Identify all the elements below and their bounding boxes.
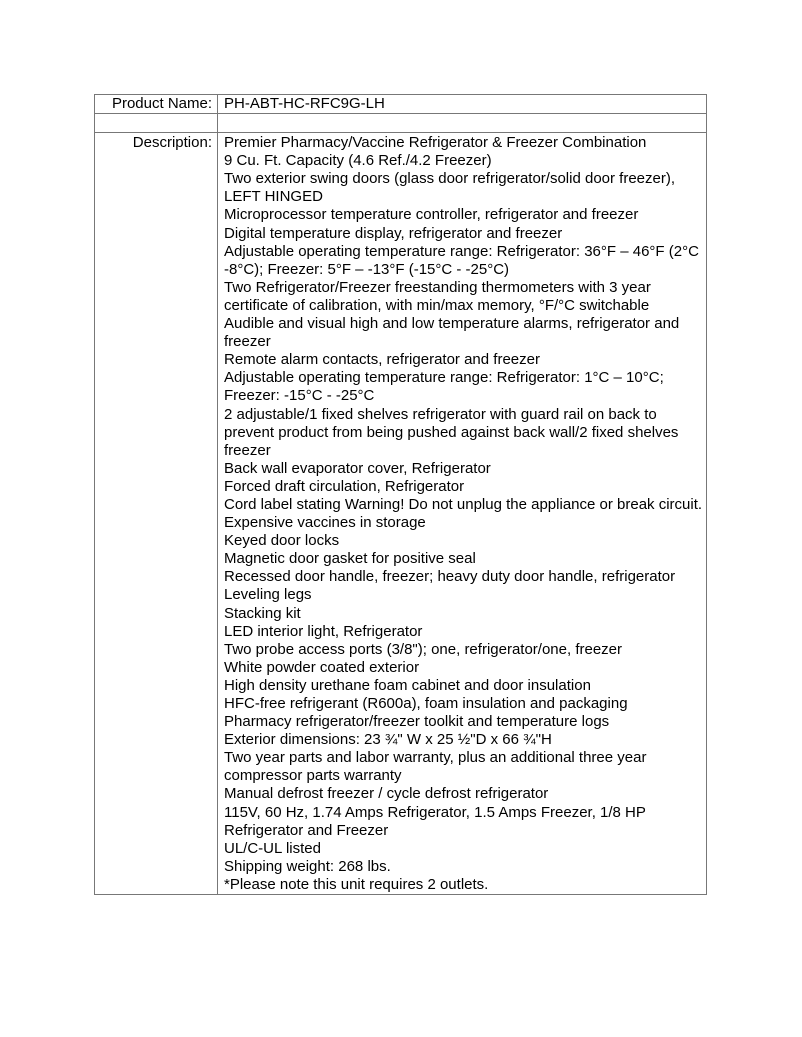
description-line: HFC-free refrigerant (R600a), foam insulation and packaging (224, 695, 628, 712)
description-list (218, 133, 707, 895)
description-line: Two year parts and labor warranty, plus an additional three year compressor parts warranty (224, 749, 647, 785)
description-line: Digital temperature display, refrigerator and freezer (224, 224, 563, 242)
description-line: Premier Pharmacy/Vaccine Refrigerator & Freezer Combination (224, 134, 647, 152)
description-line: Recessed door handle, freezer; heavy duty door handle, refrigerator (224, 568, 676, 586)
description-line: Two probe access ports (3/8"); one, refrigerator/one, freezer (224, 640, 623, 658)
product-name-row (95, 95, 707, 114)
description-line: 115V, 60 Hz, 1.74 Amps Refrigerator, 1.5 Amps Freezer, 1/8 HP Refrigerator and Freezer (224, 803, 646, 839)
description-line: High density urethane foam cabinet and door insulation (224, 676, 591, 694)
description-line: Manual defrost freezer / cycle defrost refrigerator (224, 785, 549, 803)
description-line: Microprocessor temperature controller, refrigerator and freezer (224, 206, 639, 224)
description-line: 2 adjustable/1 fixed shelves refrigerator with guard rail on back to prevent product from being pushed against back wall/2 fixed shelves freezer (224, 405, 679, 459)
product-spec-table (94, 94, 707, 895)
description-line: Magnetic door gasket for positive seal (224, 550, 476, 568)
description-line: Stacking kit (224, 604, 301, 622)
spacer-cell-label (95, 114, 218, 133)
description-line: Cord label stating Warning! Do not unplug the appliance or break circuit. Expensive vaccines in storage (224, 495, 703, 532)
description-line: Keyed door locks (224, 532, 340, 550)
description-line: 9 Cu. Ft. Capacity (4.6 Ref./4.2 Freezer) (224, 152, 492, 170)
description-line: LED interior light, Refrigerator (224, 622, 423, 640)
description-line: Two exterior swing doors (glass door refrigerator/solid door freezer), LEFT HINGED (224, 170, 676, 206)
description-line: Pharmacy refrigerator/freezer toolkit and temperature logs (224, 713, 610, 731)
product-name-label: Product Name: (95, 95, 218, 114)
description-line: Adjustable operating temperature range: Refrigerator: 1°C – 10°C; Freezer: -15°C - -25°C (224, 369, 664, 405)
description-line: Exterior dimensions: 23 ¾" W x 25 ½"D x 66 ¾"H (224, 731, 552, 749)
product-name-value: PH-ABT-HC-RFC9G-LH (218, 95, 707, 114)
description-line: UL/C-UL listed (224, 839, 321, 857)
description-line: Remote alarm contacts, refrigerator and freezer (224, 351, 540, 369)
description-line: *Please note this unit requires 2 outlets. (224, 875, 489, 893)
spacer-cell-value (218, 114, 707, 133)
description-line: Back wall evaporator cover, Refrigerator (224, 459, 491, 477)
description-row (95, 133, 707, 895)
description-line: Audible and visual high and low temperature alarms, refrigerator and freezer (224, 315, 680, 351)
description-line: Shipping weight: 268 lbs. (224, 857, 391, 875)
description-label: Description: (95, 133, 218, 895)
description-line: Two Refrigerator/Freezer freestanding thermometers with 3 year certificate of calibration, with min/max memory, °F/°C switchable (224, 278, 651, 314)
description-line: Adjustable operating temperature range: Refrigerator: 36°F – 46°F (2°C -8°C); Freezer: 5°F – -13°F (-15°C - -25°C) (224, 242, 699, 278)
description-line: Forced draft circulation, Refrigerator (224, 477, 465, 495)
spacer-row (95, 114, 707, 133)
description-line: White powder coated exterior (224, 658, 420, 676)
description-line: Leveling legs (224, 586, 312, 604)
